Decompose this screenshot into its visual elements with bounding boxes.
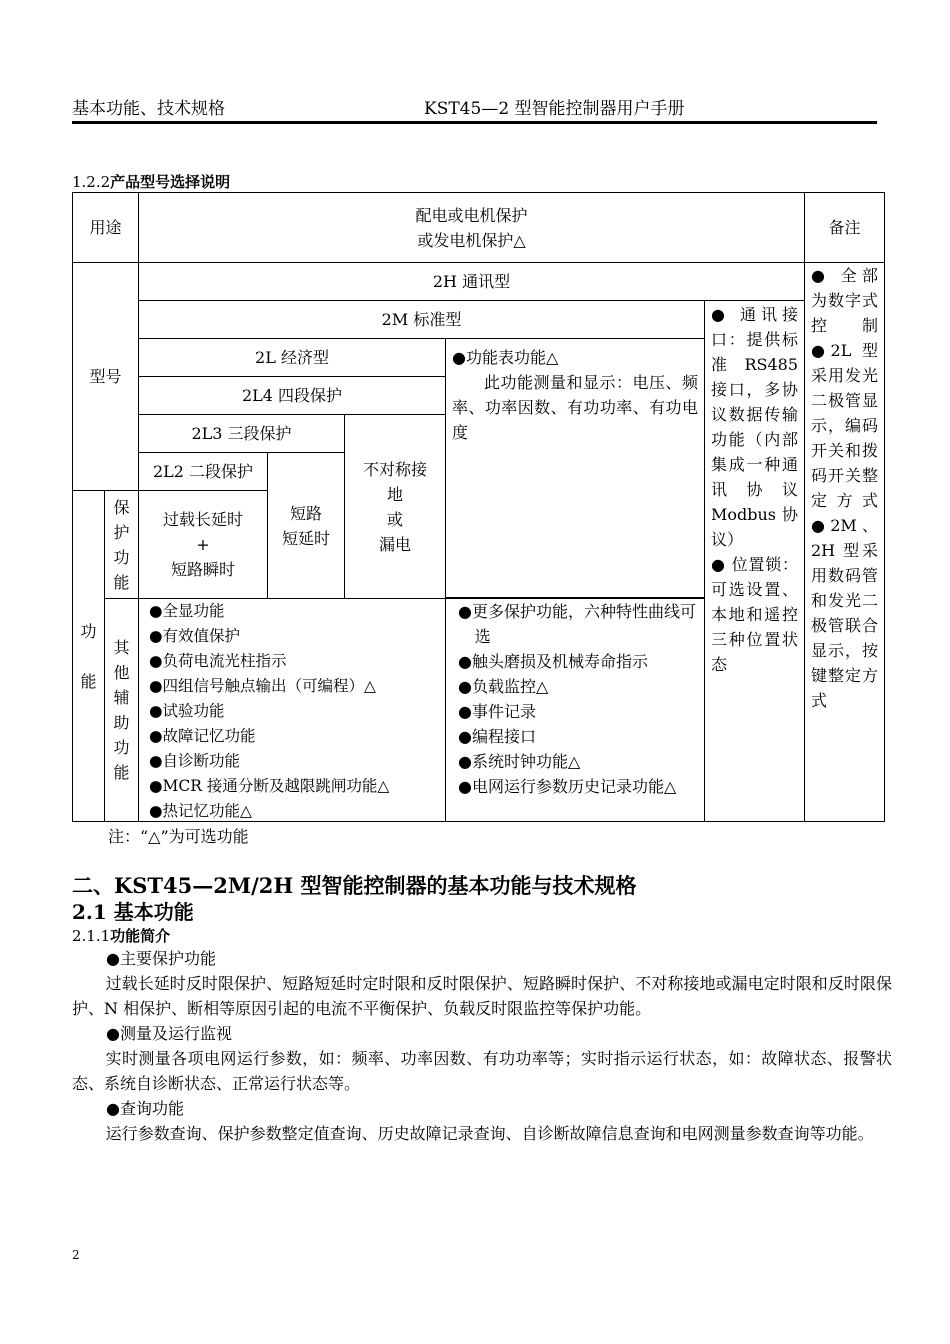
usage-line-1: 配电或电机保护 bbox=[415, 205, 528, 225]
model-2l4-cell: 2L4 四段保护 bbox=[138, 376, 446, 415]
comm-desc: ● 通讯接口：提供标准 RS485 接口，多协议数据传输功能（内部集成一种通讯协议 Modbus 协议） bbox=[711, 305, 798, 549]
lock-desc: ● 位置锁：可选设置、本地和遥控三种位置状态 bbox=[711, 555, 798, 674]
feature-bullet-measurement: ●测量及运行监视 bbox=[106, 1024, 232, 1043]
feature-bullet-protection: ●主要保护功能 bbox=[106, 949, 216, 968]
overload-longdelay-line1: 过载长延时 bbox=[162, 510, 243, 529]
overload-longdelay-cell bbox=[138, 490, 268, 599]
model-2l2-cell: 2L2 二段保护 bbox=[138, 452, 268, 491]
subsection-title: 功能简介 bbox=[110, 927, 171, 945]
feature-text-protection: 过载长延时反时限保护、短路短延时定时限和反时限保护、短路瞬时保护、不对称接地或漏电定时限和反时限保护、N 相保护、断相等原因引起的电流不平衡保护、负载反时限监控等保护功能。 bbox=[72, 974, 892, 1018]
short-delay-line2: 短延时 bbox=[281, 528, 330, 548]
short-delay-line1: 短路 bbox=[289, 503, 322, 523]
list-item: ●故障记忆功能 bbox=[149, 727, 256, 745]
model-2l-cell: 2L 经济型 bbox=[138, 338, 446, 377]
function-label-cell: 功 能 bbox=[72, 490, 105, 822]
remark-desc: ● 全部为数字式控制 ●2L 型采用发光二极管显示，编码开关和拨码开关整定方式 ●2M、2H 型采用数码管和发光二极管联合显示，按键整定方式 bbox=[811, 266, 878, 710]
list-item: ●负载监控△ bbox=[458, 677, 549, 696]
meter-function-cell bbox=[445, 338, 705, 598]
section-heading: 2.1 基本功能 bbox=[72, 900, 194, 924]
model-2l3-cell: 2L3 三段保护 bbox=[138, 414, 345, 453]
header-left-title: 基本功能、技术规格 bbox=[72, 99, 225, 119]
section-title bbox=[72, 171, 230, 192]
protection-label-cell: 保 护 功 能 bbox=[104, 490, 139, 599]
ground-leakage-cell bbox=[344, 414, 446, 599]
overload-plus: + bbox=[196, 535, 210, 554]
list-item: ●更多保护功能，六种特性曲线可选 bbox=[458, 602, 696, 646]
list-item: ●电网运行参数历史记录功能△ bbox=[458, 777, 677, 796]
list-item: ●热记忆功能△ bbox=[149, 802, 252, 820]
short-delay-cell bbox=[267, 452, 345, 599]
list-item: ●试验功能 bbox=[149, 702, 225, 720]
section-number: 1.2.2 bbox=[72, 173, 111, 191]
list-item: ●自诊断功能 bbox=[149, 752, 241, 770]
other-aux-label-cell: 其 他 辅 助 功 能 bbox=[104, 598, 139, 822]
list-item: ●事件记录 bbox=[458, 702, 536, 721]
model-2m-cell: 2M 标准型 bbox=[138, 300, 705, 339]
ground-line2: 地 bbox=[386, 484, 403, 504]
usage-label-cell: 用途 bbox=[72, 192, 139, 263]
list-item: ●全显功能 bbox=[149, 602, 225, 620]
feature-text-query: 运行参数查询、保护参数整定值查询、历史故障记录查询、自诊断故障信息查询和电网测量参数查询等功能。 bbox=[105, 1124, 874, 1143]
list-item: ●MCR 接通分断及越限跳闸功能△ bbox=[149, 777, 390, 795]
aux-left-cell bbox=[138, 598, 446, 822]
usage-value-cell bbox=[138, 192, 805, 263]
list-item: ●编程接口 bbox=[458, 727, 536, 746]
ground-line4: 漏电 bbox=[378, 534, 411, 554]
section-title-text: 产品型号选择说明 bbox=[110, 173, 231, 191]
list-item: ●系统时钟功能△ bbox=[458, 752, 581, 771]
list-item: ●有效值保护 bbox=[149, 627, 241, 645]
subsection-number: 2.1.1 bbox=[72, 927, 111, 945]
header-rule bbox=[72, 121, 877, 124]
header-manual-title: KST45—2 型智能控制器用户手册 bbox=[424, 99, 685, 119]
feature-text-measurement: 实时测量各项电网运行参数，如：频率、功率因数、有功功率等；实时指示运行状态，如：故障状态、报警状态、系统自诊断状态、正常运行状态等。 bbox=[72, 1049, 892, 1093]
list-item: ●触头磨损及机械寿命指示 bbox=[458, 652, 648, 671]
model-label-cell: 型号 bbox=[72, 262, 139, 491]
subsection-heading bbox=[72, 925, 170, 946]
list-item: ●四组信号触点输出（可编程）△ bbox=[149, 677, 376, 695]
table-note: 注：“△”为可选功能 bbox=[108, 827, 249, 846]
remark-cell bbox=[804, 262, 885, 822]
feature-bullet-query: ●查询功能 bbox=[106, 1099, 184, 1118]
overload-longdelay-line2: 短路瞬时 bbox=[170, 560, 235, 579]
comm-lock-cell bbox=[704, 300, 805, 822]
model-2h-cell: 2H 通讯型 bbox=[138, 262, 805, 301]
usage-line-2: 或发电机保护△ bbox=[417, 230, 526, 250]
meter-function-desc: 此功能测量和显示：电压、频率、功率因数、有功功率、有功电度 bbox=[452, 373, 698, 442]
chapter-heading: 二、KST45—2M/2H 型智能控制器的基本功能与技术规格 bbox=[72, 873, 637, 898]
page-number: 2 bbox=[72, 1248, 80, 1262]
ground-line3: 或 bbox=[386, 509, 403, 529]
ground-line1: 不对称接 bbox=[362, 459, 427, 479]
remark-label-cell: 备注 bbox=[804, 192, 885, 263]
list-item: ●负荷电流光柱指示 bbox=[149, 652, 287, 670]
meter-function-bullet: ●功能表功能△ bbox=[452, 348, 559, 367]
aux-right-cell bbox=[445, 598, 705, 822]
